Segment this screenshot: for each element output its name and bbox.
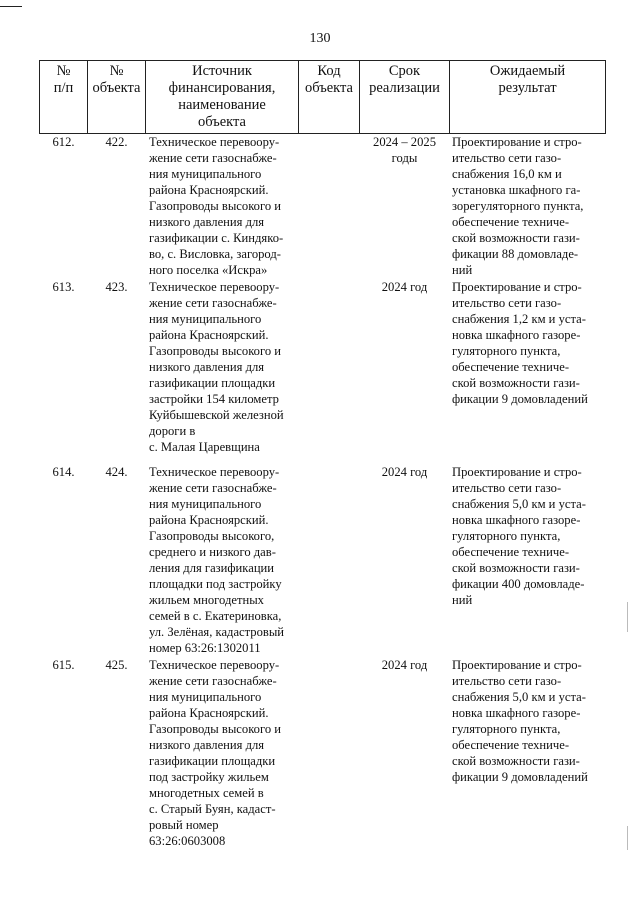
- scan-artifact-line: [627, 826, 628, 850]
- row-object-number: 423.: [105, 280, 128, 294]
- scan-artifact-line: [627, 602, 628, 632]
- investment-table: [39, 60, 606, 849]
- table-row: [40, 657, 606, 849]
- row-num: 614.: [52, 465, 75, 479]
- row-term: 2024 год: [381, 465, 428, 479]
- row-source: Техническое перевоору- жение сети газоснабже- ния муниципального района Красноярский. Газопроводы высокого и низкого давления для газификации площадки застройки 154 километр Куйбышевской железной дороги в с. Малая Царевщина: [149, 280, 284, 454]
- header-code: Код объекта: [299, 61, 360, 134]
- row-result: Проектирование и стро- ительство сети газо- снабжения 5,0 км и уста- новка шкафного газоре- гуляторного пункта, обеспечение техниче- ской возможности гази- фикации 400 домовладе- ний: [452, 465, 586, 607]
- scan-corner-mark: [0, 6, 22, 7]
- row-source: Техническое перевоору- жение сети газоснабже- ния муниципального района Красноярский. Газопроводы высокого и низкого давления для газификации площадки под застройку жильем многодетных семей в с. Старый Буян, кадаст- ровый номер 63:26:0603008: [149, 658, 282, 848]
- row-term: 2024 год: [381, 280, 428, 294]
- row-code: [299, 279, 360, 464]
- row-object-number: 425.: [105, 658, 128, 672]
- row-source: Техническое перевоору- жение сети газоснабже- ния муниципального района Красноярский. Газопроводы высокого и низкого давления для газификации с. Киндяко- во, с. Висловка, загород- ного поселка «Искра»: [149, 135, 284, 277]
- row-source: Техническое перевоору- жение сети газоснабже- ния муниципального района Красноярский. Газопроводы высокого, среднего и низкого дав- ления для газификации площадки под застройку жильем многодетных семей в с. Екатериновка, ул. Зелёная, кадастровый номер 63:26:1302011: [149, 465, 285, 655]
- row-result: Проектирование и стро- ительство сети газо- снабжения 5,0 км и уста- новка шкафного газоре- гуляторного пункта, обеспечение техниче- ской возможности гази- фикации 9 домовладений: [452, 658, 588, 784]
- row-term: 2024 год: [381, 658, 428, 672]
- row-code: [299, 134, 360, 280]
- table-row: [40, 279, 606, 464]
- row-code: [299, 464, 360, 657]
- header-object-number: № объекта: [88, 61, 146, 134]
- row-num: 613.: [52, 280, 75, 294]
- row-object-number: 424.: [105, 465, 128, 479]
- row-code: [299, 657, 360, 849]
- table-header-row: [40, 61, 606, 134]
- row-num: 615.: [52, 658, 75, 672]
- row-result: Проектирование и стро- ительство сети газо- снабжения 16,0 км и установка шкафного га- зорегуляторного пункта, обеспечение техниче- ской возможности гази- фикации 88 домовладе- ний: [452, 135, 584, 277]
- table-row: [40, 464, 606, 657]
- row-term: 2024 – 2025 годы: [373, 135, 436, 165]
- row-num: 612.: [52, 135, 75, 149]
- row-result: Проектирование и стро- ительство сети газо- снабжения 1,2 км и уста- новка шкафного газоре- гуляторного пункта, обеспечение техниче- ской возможности гази- фикации 9 домовладений: [452, 280, 588, 406]
- header-num: № п/п: [40, 61, 88, 134]
- row-object-number: 422.: [105, 135, 128, 149]
- header-result: Ожидаемый результат: [450, 61, 606, 134]
- page-number: 130: [309, 31, 331, 46]
- table-row: [40, 134, 606, 280]
- header-source: Источник финансирования, наименование объекта: [146, 61, 299, 134]
- header-term: Срок реализации: [360, 61, 450, 134]
